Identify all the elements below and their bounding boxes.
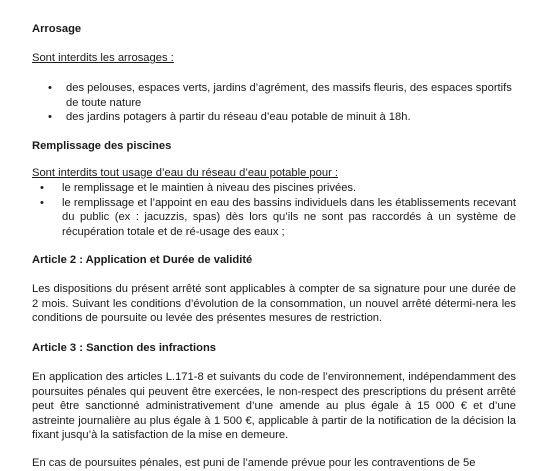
bullet-icon: •	[40, 182, 44, 194]
arrosage-list	[32, 81, 516, 125]
article3-heading: Article 3 : Sanction des infractions	[32, 342, 217, 354]
list-item	[32, 110, 516, 125]
list-item	[32, 181, 516, 196]
bullet-icon: •	[48, 111, 52, 124]
section-heading-arrosage: Arrosage	[32, 23, 82, 35]
list-item	[32, 196, 516, 240]
article2-heading: Article 2 : Application et Durée de validité	[32, 254, 253, 266]
section-heading-piscines: Remplissage des piscines	[32, 140, 172, 152]
piscines-list	[32, 181, 516, 239]
list-item-text: le remplissage et le maintien à niveau des piscines privées.	[62, 182, 357, 194]
list-item-text: des jardins potagers à partir du réseau d’eau potable de minuit à 18h.	[66, 111, 411, 124]
bullet-icon: •	[40, 196, 44, 209]
section-subtitle-arrosage: Sont interdits les arrosages :	[32, 52, 174, 64]
list-item-text: le remplissage et l’appoint en eau des bassins individuels dans les établissements recevant du public (ex : jacuzzis, spas) dès lors qu’ils ne sont pas raccordés à un système de récupération totale et de ré-usage des eaux ;	[62, 196, 516, 238]
bullet-icon: •	[48, 82, 52, 94]
article3-paragraph: En application des articles L.171-8 et suivants du code de l’environnement, indépendamment des poursuites pénales qui peuvent être exercées, le non-respect des prescriptions du présent arrêté peut être sanctionné administrativement d’une amende au plus égale à 15 000 € et d’une astreinte journalière au plus égale à 1 500 €, applicable à partir de la notification de la décision la fixant jusqu’à la satisfaction de la mise en demeure.	[32, 371, 516, 442]
article3-cut-paragraph: En cas de poursuites pénales, est puni de l’amende prévue pour les contraventions de 5e	[32, 457, 476, 469]
list-item	[32, 81, 516, 110]
section-subtitle-piscines: Sont interdits tout usage d’eau du réseau d’eau potable pour :	[32, 167, 339, 179]
list-item-text: des pelouses, espaces verts, jardins d’agrément, des massifs fleuris, des espaces sportifs de toute nature	[66, 82, 512, 109]
article2-paragraph: Les dispositions du présent arrêté sont applicables à compter de sa signature pour une durée de 2 mois. Suivant les conditions d’évolution de la consommation, un nouvel arrêté détermi-nera les conditions de poursuite ou levée des présentes mesures de restriction.	[32, 283, 516, 325]
